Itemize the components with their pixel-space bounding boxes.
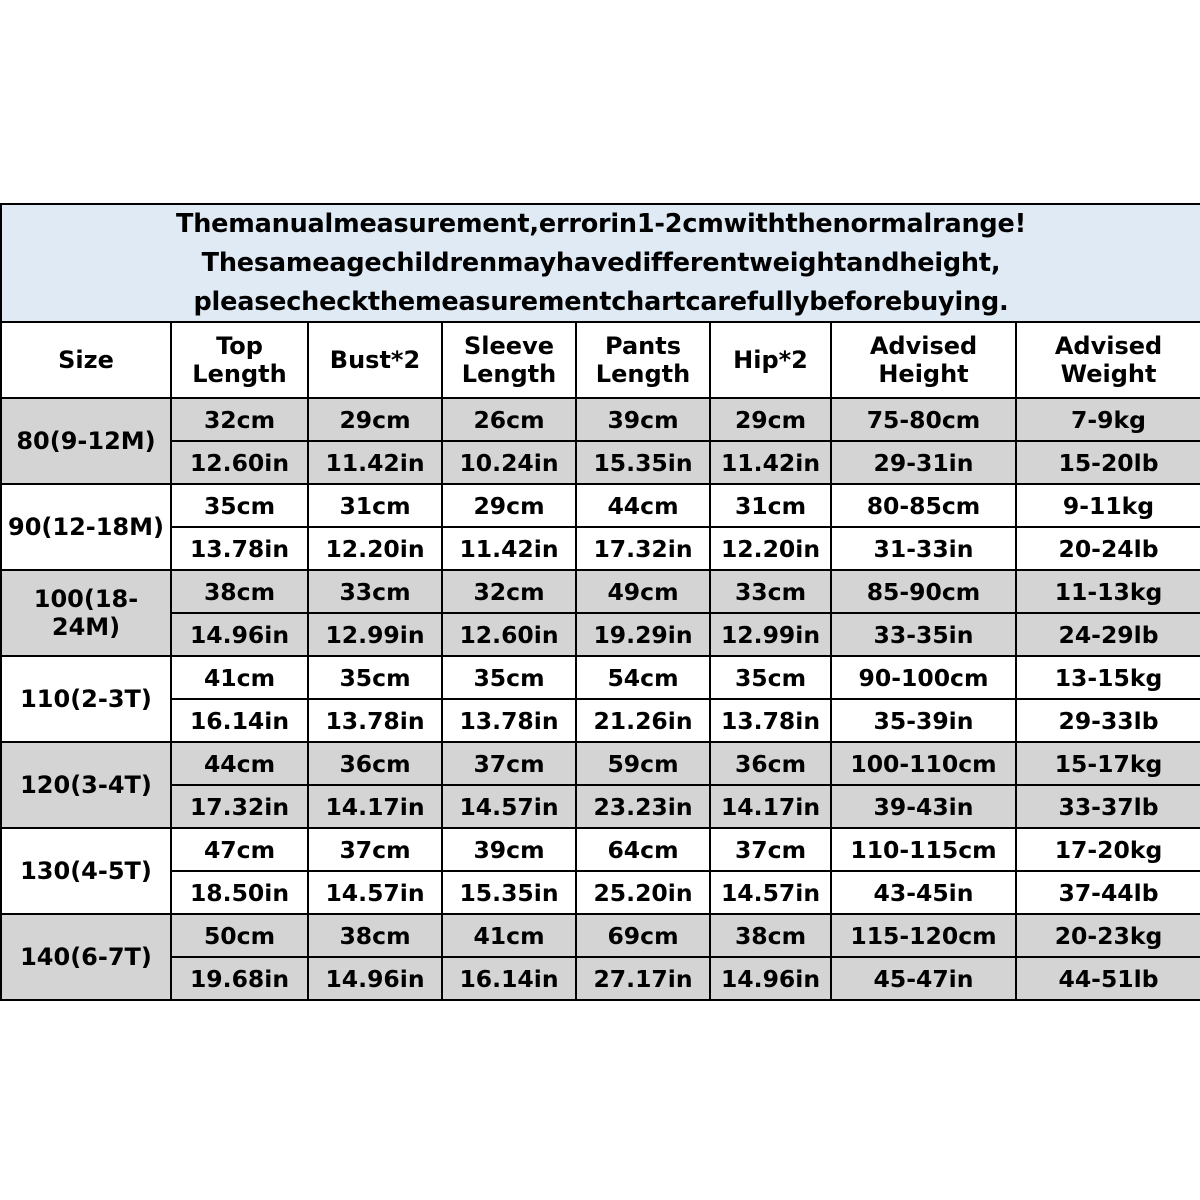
- measurement-cell: 54cm: [576, 656, 710, 699]
- table-row: [1, 570, 1200, 613]
- column-header-line: Pants: [605, 331, 681, 360]
- size-label: 90(12-18M): [1, 484, 171, 570]
- column-header-line: Hip*2: [733, 346, 808, 375]
- note-line: Thesameagechildrenmayhavedifferentweightandheight,: [201, 247, 1001, 278]
- column-header-line: Size: [58, 346, 114, 375]
- measurement-cell: 64cm: [576, 828, 710, 871]
- measurement-cell: 75-80cm: [831, 398, 1016, 441]
- measurement-cell: 100-110cm: [831, 742, 1016, 785]
- measurement-cell: 25.20in: [576, 871, 710, 914]
- column-header: [576, 322, 710, 398]
- measurement-cell: 11.42in: [442, 527, 576, 570]
- column-header: [171, 322, 308, 398]
- size-label: 100(18-24M): [1, 570, 171, 656]
- measurement-cell: 69cm: [576, 914, 710, 957]
- measurement-cell: 47cm: [171, 828, 308, 871]
- measurement-cell: 18.50in: [171, 871, 308, 914]
- table-row: [1, 398, 1200, 441]
- measurement-cell: 33cm: [710, 570, 831, 613]
- measurement-cell: 33-35in: [831, 613, 1016, 656]
- measurement-cell: 43-45in: [831, 871, 1016, 914]
- measurement-cell: 35-39in: [831, 699, 1016, 742]
- measurement-cell: 16.14in: [442, 957, 576, 1000]
- measurement-cell: 37-44lb: [1016, 871, 1200, 914]
- measurement-cell: 17.32in: [576, 527, 710, 570]
- measurement-cell: 14.17in: [710, 785, 831, 828]
- measurement-cell: 38cm: [171, 570, 308, 613]
- measurement-cell: 31cm: [308, 484, 442, 527]
- measurement-cell: 15.35in: [442, 871, 576, 914]
- measurement-cell: 27.17in: [576, 957, 710, 1000]
- measurement-cell: 14.17in: [308, 785, 442, 828]
- table-header-row: [1, 322, 1200, 398]
- column-header-line: Height: [878, 360, 969, 389]
- measurement-cell: 36cm: [710, 742, 831, 785]
- measurement-cell: 41cm: [442, 914, 576, 957]
- column-header-line: Sleeve: [464, 331, 554, 360]
- column-header-line: Advised: [869, 331, 978, 360]
- measurement-cell: 15.35in: [576, 441, 710, 484]
- measurement-cell: 14.57in: [308, 871, 442, 914]
- measurement-cell: 85-90cm: [831, 570, 1016, 613]
- measurement-cell: 14.57in: [710, 871, 831, 914]
- measurement-cell: 14.96in: [308, 957, 442, 1000]
- measurement-cell: 12.60in: [171, 441, 308, 484]
- table-row: [1, 871, 1200, 914]
- measurement-cell: 38cm: [710, 914, 831, 957]
- measurement-cell: 29cm: [710, 398, 831, 441]
- measurement-cell: 10.24in: [442, 441, 576, 484]
- measurement-cell: 20-24lb: [1016, 527, 1200, 570]
- size-chart-container: [0, 203, 1200, 1001]
- measurement-cell: 50cm: [171, 914, 308, 957]
- size-label: 140(6-7T): [1, 914, 171, 1000]
- measurement-cell: 15-17kg: [1016, 742, 1200, 785]
- column-header: [831, 322, 1016, 398]
- column-header-line: Length: [595, 360, 691, 389]
- measurement-cell: 41cm: [171, 656, 308, 699]
- column-header-line: Bust*2: [329, 346, 421, 375]
- measurement-cell: 35cm: [442, 656, 576, 699]
- measurement-cell: 15-20lb: [1016, 441, 1200, 484]
- measurement-cell: 14.96in: [171, 613, 308, 656]
- size-label: 80(9-12M): [1, 398, 171, 484]
- measurement-cell: 13-15kg: [1016, 656, 1200, 699]
- measurement-cell: 19.29in: [576, 613, 710, 656]
- measurement-cell: 32cm: [442, 570, 576, 613]
- measurement-cell: 13.78in: [442, 699, 576, 742]
- measurement-cell: 39-43in: [831, 785, 1016, 828]
- measurement-cell: 13.78in: [710, 699, 831, 742]
- measurement-cell: 17-20kg: [1016, 828, 1200, 871]
- measurement-cell: 23.23in: [576, 785, 710, 828]
- size-label: 110(2-3T): [1, 656, 171, 742]
- measurement-cell: 12.60in: [442, 613, 576, 656]
- measurement-cell: 38cm: [308, 914, 442, 957]
- measurement-cell: 14.96in: [710, 957, 831, 1000]
- column-header-line: Weight: [1060, 360, 1157, 389]
- measurement-cell: 35cm: [308, 656, 442, 699]
- measurement-cell: 24-29lb: [1016, 613, 1200, 656]
- measurement-cell: 12.99in: [308, 613, 442, 656]
- table-row: [1, 484, 1200, 527]
- column-header-line: Advised: [1054, 331, 1163, 360]
- measurement-cell: 32cm: [171, 398, 308, 441]
- measurement-cell: 19.68in: [171, 957, 308, 1000]
- table-row: [1, 742, 1200, 785]
- measurement-cell: 12.20in: [308, 527, 442, 570]
- measurement-cell: 35cm: [710, 656, 831, 699]
- measurement-cell: 11-13kg: [1016, 570, 1200, 613]
- measurement-cell: 44-51lb: [1016, 957, 1200, 1000]
- measurement-cell: 33cm: [308, 570, 442, 613]
- measurement-cell: 11.42in: [308, 441, 442, 484]
- table-row: [1, 828, 1200, 871]
- table-row: [1, 656, 1200, 699]
- measurement-cell: 29-31in: [831, 441, 1016, 484]
- measurement-cell: 35cm: [171, 484, 308, 527]
- measurement-cell: 33-37lb: [1016, 785, 1200, 828]
- measurement-cell: 13.78in: [171, 527, 308, 570]
- measurement-cell: 36cm: [308, 742, 442, 785]
- measurement-cell: 11.42in: [710, 441, 831, 484]
- measurement-cell: 59cm: [576, 742, 710, 785]
- measurement-cell: 80-85cm: [831, 484, 1016, 527]
- table-row: [1, 613, 1200, 656]
- measurement-cell: 49cm: [576, 570, 710, 613]
- measurement-cell: 9-11kg: [1016, 484, 1200, 527]
- column-header: [442, 322, 576, 398]
- measurement-cell: 21.26in: [576, 699, 710, 742]
- column-header-line: Length: [461, 360, 557, 389]
- measurement-cell: 115-120cm: [831, 914, 1016, 957]
- table-row: [1, 699, 1200, 742]
- table-row: [1, 527, 1200, 570]
- table-row: [1, 441, 1200, 484]
- size-label: 120(3-4T): [1, 742, 171, 828]
- column-header: [710, 322, 831, 398]
- measurement-note: [1, 204, 1200, 322]
- measurement-cell: 29-33lb: [1016, 699, 1200, 742]
- measurement-cell: 31-33in: [831, 527, 1016, 570]
- measurement-cell: 12.20in: [710, 527, 831, 570]
- column-header: [1, 322, 171, 398]
- column-header-line: Top: [216, 331, 263, 360]
- column-header-line: Length: [192, 360, 287, 389]
- column-header: [308, 322, 442, 398]
- measurement-cell: 13.78in: [308, 699, 442, 742]
- size-label: 130(4-5T): [1, 828, 171, 914]
- table-row: [1, 914, 1200, 957]
- size-chart-table: [0, 203, 1200, 1001]
- measurement-cell: 14.57in: [442, 785, 576, 828]
- measurement-cell: 7-9kg: [1016, 398, 1200, 441]
- note-line: Themanualmeasurement,errorin1-2cmwiththenormalrange!: [176, 209, 1027, 239]
- measurement-cell: 26cm: [442, 398, 576, 441]
- measurement-cell: 29cm: [442, 484, 576, 527]
- measurement-cell: 90-100cm: [831, 656, 1016, 699]
- measurement-cell: 20-23kg: [1016, 914, 1200, 957]
- measurement-cell: 37cm: [442, 742, 576, 785]
- table-row: [1, 785, 1200, 828]
- note-line: pleasecheckthemeasurementchartcarefullybeforebuying.: [193, 286, 1009, 317]
- measurement-cell: 44cm: [171, 742, 308, 785]
- measurement-cell: 39cm: [576, 398, 710, 441]
- measurement-cell: 16.14in: [171, 699, 308, 742]
- measurement-cell: 17.32in: [171, 785, 308, 828]
- measurement-cell: 44cm: [576, 484, 710, 527]
- measurement-cell: 31cm: [710, 484, 831, 527]
- note-row: [1, 204, 1200, 322]
- measurement-cell: 37cm: [308, 828, 442, 871]
- measurement-cell: 45-47in: [831, 957, 1016, 1000]
- measurement-cell: 29cm: [308, 398, 442, 441]
- measurement-cell: 39cm: [442, 828, 576, 871]
- column-header: [1016, 322, 1200, 398]
- measurement-cell: 12.99in: [710, 613, 831, 656]
- measurement-cell: 110-115cm: [831, 828, 1016, 871]
- measurement-cell: 37cm: [710, 828, 831, 871]
- table-row: [1, 957, 1200, 1000]
